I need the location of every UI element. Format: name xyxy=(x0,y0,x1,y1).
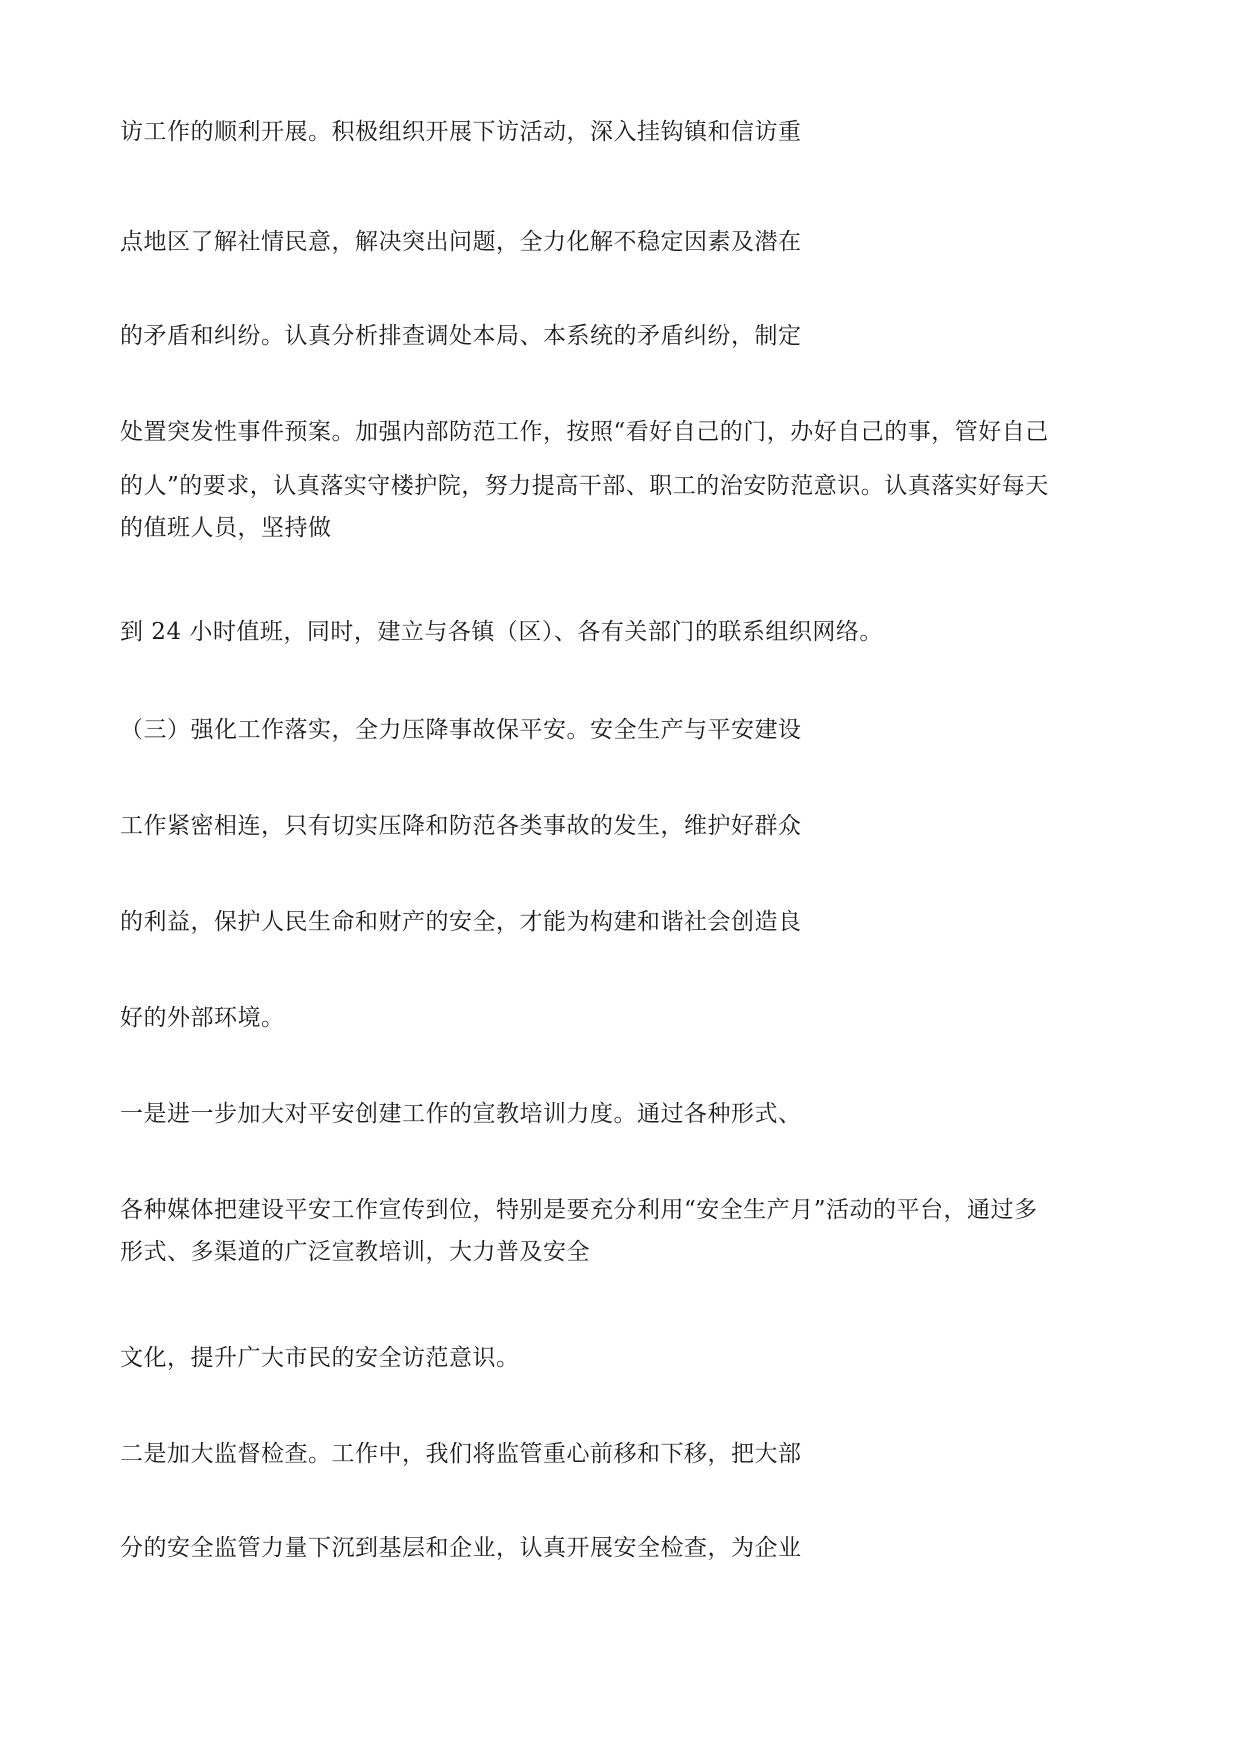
text-line: 好的外部环境。 xyxy=(120,1005,285,1031)
text-line: 处置突发性事件预案。加强内部防范工作，按照“看好自己的门，办好自己的事，管好自己 xyxy=(120,419,1049,445)
text-line: 点地区了解社情民意，解决突出问题，全力化解不稳定因素及潜在 xyxy=(120,229,802,255)
text-line: 工作紧密相连，只有切实压降和防范各类事故的发生，维护好群众 xyxy=(120,813,802,839)
text-line: 到 24 小时值班，同时，建立与各镇（区）、各有关部门的联系组织网络。 xyxy=(120,619,883,645)
text-line: 分的安全监管力量下沉到基层和企业，认真开展安全检查，为企业 xyxy=(120,1535,802,1561)
text-line: 访工作的顺利开展。积极组织开展下访活动，深入挂钩镇和信访重 xyxy=(120,119,802,145)
text-line: 一是进一步加大对平安创建工作的宣教培训力度。通过各种形式、 xyxy=(120,1101,802,1127)
text-line: 各种媒体把建设平安工作宣传到位，特别是要充分利用“安全生产月”活动的平台，通过多 xyxy=(120,1197,1038,1223)
text-line: 的矛盾和纠纷。认真分析排查调处本局、本系统的矛盾纠纷，制定 xyxy=(120,323,802,349)
text-line: 的值班人员，坚持做 xyxy=(120,515,332,541)
text-line: （三）强化工作落实，全力压降事故保平安。安全生产与平安建设 xyxy=(120,717,802,743)
text-line: 二是加大监督检查。工作中，我们将监管重心前移和下移，把大部 xyxy=(120,1441,802,1467)
text-line: 的人”的要求，认真落实守楼护院，努力提高干部、职工的治安防范意识。认真落实好每天 xyxy=(120,473,1049,499)
text-line: 文化，提升广大市民的安全访范意识。 xyxy=(120,1345,520,1371)
text-line: 形式、多渠道的广泛宣教培训，大力普及安全 xyxy=(120,1239,590,1265)
text-line: 的利益，保护人民生命和财产的安全，才能为构建和谐社会创造良 xyxy=(120,909,802,935)
